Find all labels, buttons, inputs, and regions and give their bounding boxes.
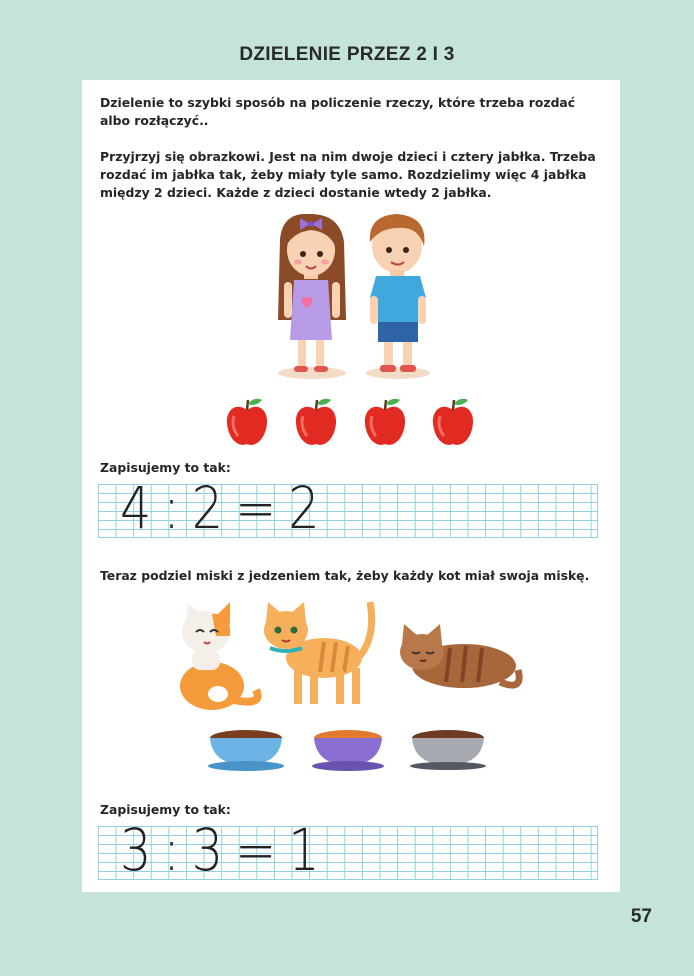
intro-paragraph-2: Przyjrzyj się obrazkowi. Jest na nim dwoje dzieci i cztery jabłka. Trzeba rozdać im jabłka tak, żeby miały tyle samo. Rozdzielimy więc 4 jabłka między 2 dzieci. Każde z dzieci dostanie wtedy 2 jabłka. bbox=[100, 149, 596, 200]
equation-2: 3:3=1 bbox=[120, 816, 332, 884]
food-bowl-icon bbox=[312, 730, 384, 771]
children-illustration bbox=[270, 210, 440, 382]
section1-label: Zapisujemy to tak: bbox=[100, 460, 231, 475]
intro-paragraph-1: Dzielenie to szybki sposób na policzenie rzeczy, które trzeba rozdać albo rozłączyć.. bbox=[100, 95, 576, 128]
equation-1: 4:2=2 bbox=[120, 474, 332, 542]
food-bowl-icon bbox=[208, 730, 284, 771]
girl-illustration bbox=[278, 214, 346, 379]
cat-illustration bbox=[180, 602, 258, 710]
section2-instruction: Teraz podziel miski z jedzeniem tak, żeby każdy kot miał swoja miskę. bbox=[100, 568, 590, 583]
writing-grid-2 bbox=[98, 816, 598, 884]
apple-icon bbox=[433, 399, 473, 445]
cat-illustration bbox=[400, 624, 519, 688]
cat-illustration bbox=[264, 602, 372, 704]
apple-icon bbox=[365, 399, 405, 445]
page-title: DZIELENIE PRZEZ 2 I 3 bbox=[239, 44, 455, 65]
apples-row bbox=[224, 396, 476, 448]
content-panel bbox=[82, 80, 620, 892]
page-number: 57 bbox=[630, 906, 652, 927]
writing-grid-1 bbox=[98, 474, 598, 542]
boy-illustration bbox=[366, 214, 430, 379]
food-bowl-icon bbox=[410, 730, 486, 770]
apple-icon bbox=[296, 399, 336, 445]
apple-icon bbox=[227, 399, 267, 445]
section2-label: Zapisujemy to tak: bbox=[100, 802, 231, 817]
cats-illustration bbox=[174, 596, 526, 716]
food-bowls-row bbox=[208, 728, 494, 772]
